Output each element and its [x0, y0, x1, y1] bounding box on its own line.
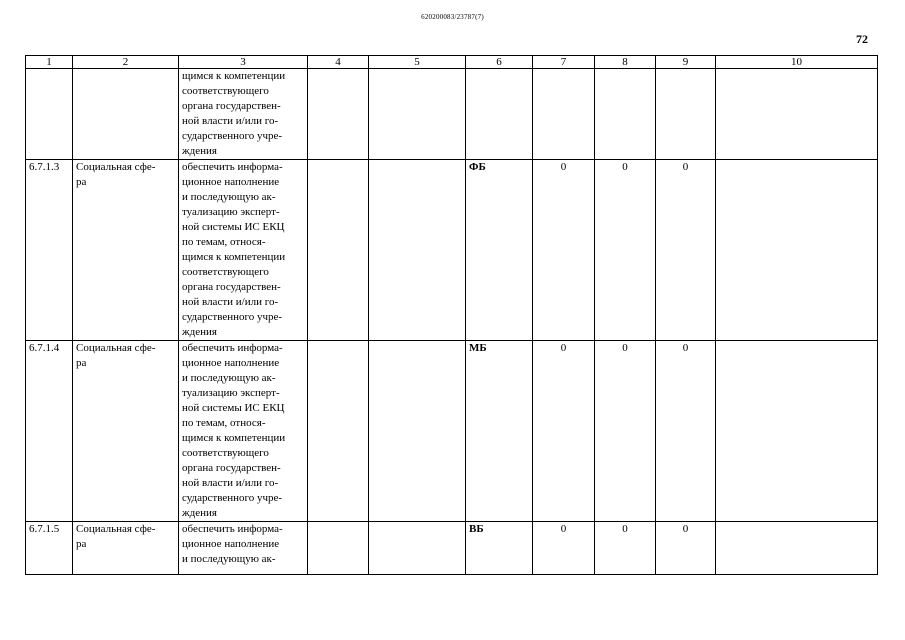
page-number: 72: [856, 32, 868, 46]
header-col-3: 3: [179, 56, 308, 69]
cell-col8: 0: [595, 341, 656, 522]
text-line: ной системы ИС ЕКЦ: [182, 402, 285, 414]
cell-col10: [716, 160, 878, 341]
cell-sphere: [73, 341, 179, 522]
cell-col4: [308, 160, 369, 341]
text-line: обеспечить информа-: [182, 342, 283, 354]
text-line: ной системы ИС ЕКЦ: [182, 221, 285, 233]
cell-col4: [308, 522, 369, 575]
text-line: соответствующего: [182, 85, 269, 97]
cell-col4: [308, 69, 369, 160]
text-line: сударственного учре-: [182, 130, 283, 142]
cell-col7: 0: [533, 522, 595, 575]
text-line: и последующую ак-: [182, 553, 276, 565]
cell-col7: 0: [533, 160, 595, 341]
text-line: ра: [76, 176, 87, 188]
table-row: [26, 522, 878, 575]
text-line: Социальная сфе-: [76, 523, 156, 535]
header-row: [26, 56, 878, 69]
cell-col10: [716, 69, 878, 160]
header-col-4: 4: [308, 56, 369, 69]
text-line: ждения: [182, 145, 217, 157]
text-line: ной власти и/или го-: [182, 296, 279, 308]
header-col-5: 5: [369, 56, 466, 69]
cell-col5: [369, 522, 466, 575]
cell-col9: [656, 69, 716, 160]
text-line: и последующую ак-: [182, 191, 276, 203]
text-line: туализацию эксперт-: [182, 387, 280, 399]
cell-col10: [716, 341, 878, 522]
text-line: органа государствен-: [182, 281, 281, 293]
cell-col5: [369, 341, 466, 522]
text-line: щимся к компетенции: [182, 251, 286, 263]
text-line: щимся к компетенции: [182, 432, 286, 444]
table-row: [26, 341, 878, 522]
cell-source: ВБ: [466, 522, 533, 575]
text-line: ра: [76, 357, 87, 369]
text-line: соответствующего: [182, 266, 269, 278]
text-line: обеспечить информа-: [182, 523, 283, 535]
text-line: Социальная сфе-: [76, 342, 156, 354]
text-line: ной власти и/или го-: [182, 477, 279, 489]
cell-col9: 0: [656, 522, 716, 575]
text-line: по темам, относя-: [182, 236, 266, 248]
text-line: Социальная сфе-: [76, 161, 156, 173]
cell-num: 6.7.1.3: [26, 160, 73, 341]
header-col-1: 1: [26, 56, 73, 69]
header-col-2: 2: [73, 56, 179, 69]
text-line: сударственного учре-: [182, 492, 283, 504]
text-line: ционное наполнение: [182, 176, 280, 188]
cell-sphere: [73, 522, 179, 575]
text-line: щимся к компетенции: [182, 70, 286, 82]
document-id: 620200083/23787(7): [421, 13, 484, 21]
cell-col7: 0: [533, 341, 595, 522]
cell-col7: [533, 69, 595, 160]
cell-num: [26, 69, 73, 160]
cell-col9: 0: [656, 160, 716, 341]
text-line: органа государствен-: [182, 462, 281, 474]
text-line: по темам, относя-: [182, 417, 266, 429]
text-line: ждения: [182, 326, 217, 338]
text-line: ционное наполнение: [182, 538, 280, 550]
header-col-7: 7: [533, 56, 595, 69]
header-col-8: 8: [595, 56, 656, 69]
cell-col5: [369, 160, 466, 341]
cell-sphere: [73, 69, 179, 160]
table-row-continuation: [26, 69, 878, 160]
text-line: ной власти и/или го-: [182, 115, 279, 127]
cell-description: [179, 341, 308, 522]
cell-description: [179, 160, 308, 341]
cell-col9: 0: [656, 341, 716, 522]
text-line: органа государствен-: [182, 100, 281, 112]
cell-col4: [308, 341, 369, 522]
text-line: ждения: [182, 507, 217, 519]
cell-col5: [369, 69, 466, 160]
cell-source: МБ: [466, 341, 533, 522]
text-line: и последующую ак-: [182, 372, 276, 384]
cell-col8: 0: [595, 160, 656, 341]
cell-col10: [716, 522, 878, 575]
text-line: туализацию эксперт-: [182, 206, 280, 218]
plan-table: [25, 55, 878, 575]
cell-num: 6.7.1.4: [26, 341, 73, 522]
cell-col8: [595, 69, 656, 160]
text-line: ра: [76, 538, 87, 550]
cell-description: [179, 69, 308, 160]
cell-sphere: [73, 160, 179, 341]
text-line: обеспечить информа-: [182, 161, 283, 173]
cell-source: ФБ: [466, 160, 533, 341]
header-col-9: 9: [656, 56, 716, 69]
text-line: сударственного учре-: [182, 311, 283, 323]
text-line: ционное наполнение: [182, 357, 280, 369]
header-col-6: 6: [466, 56, 533, 69]
header-col-10: 10: [716, 56, 878, 69]
cell-source: [466, 69, 533, 160]
table-row: [26, 160, 878, 341]
cell-num: 6.7.1.5: [26, 522, 73, 575]
cell-description: [179, 522, 308, 575]
cell-col8: 0: [595, 522, 656, 575]
text-line: соответствующего: [182, 447, 269, 459]
